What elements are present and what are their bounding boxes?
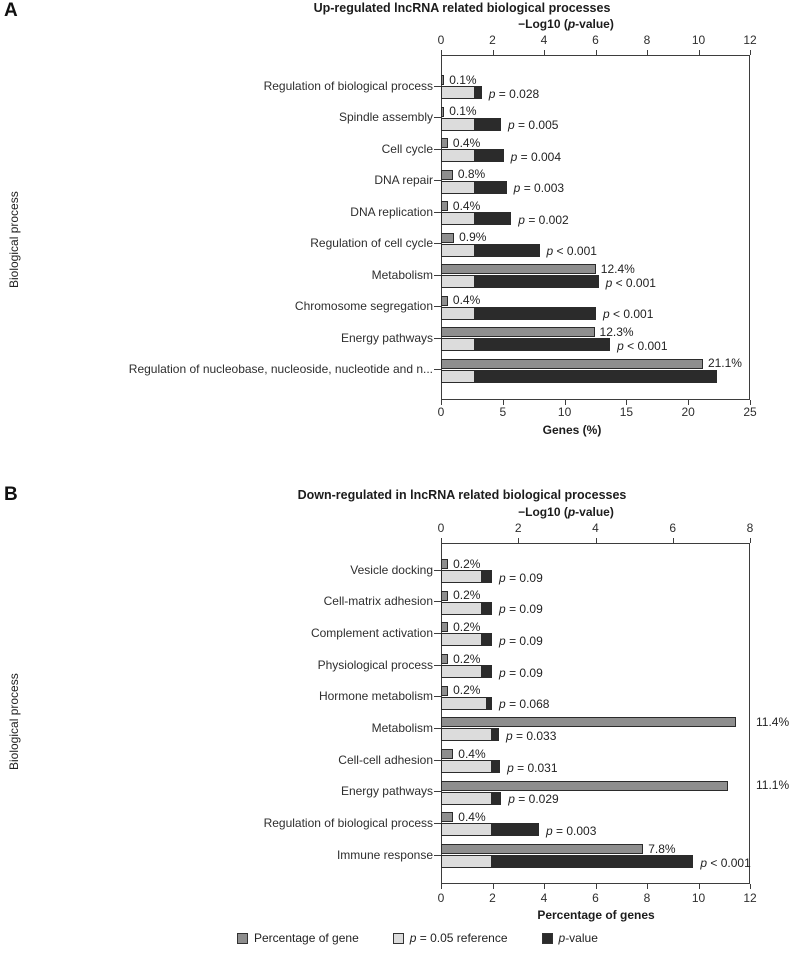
percentage-bar (441, 233, 454, 243)
pvalue-bar (474, 118, 501, 131)
bottom-axis-tick-label: 4 (540, 891, 548, 905)
percentage-value-label: 0.4% (452, 135, 481, 150)
percentage-value-label: 7.8% (648, 841, 676, 856)
reference-bar (441, 633, 482, 646)
category-label: Energy pathways (340, 330, 433, 345)
percentage-value-label: 12.4% (600, 261, 635, 276)
percentage-bar (441, 781, 728, 791)
reference-bar (441, 855, 492, 868)
percentage-value-label: 0.2% (453, 619, 481, 634)
pvalue-label: p = 0.033 (505, 728, 557, 743)
top-axis-tick (750, 538, 751, 543)
category-tick (434, 338, 441, 339)
panel-a-title: Up-regulated lncRNA related biological processes (313, 1, 611, 15)
percentage-bar (441, 138, 448, 148)
percentage-bar (441, 170, 453, 180)
percentage-bar (441, 296, 448, 306)
category-label: Regulation of biological process (263, 78, 433, 93)
category-tick (434, 86, 441, 87)
percentage-bar (441, 654, 448, 664)
bottom-axis-tick-label: 0 (437, 891, 445, 905)
category-tick (434, 243, 441, 244)
pvalue-bar (474, 307, 596, 320)
legend-swatch (237, 933, 248, 944)
category-tick (434, 665, 441, 666)
pvalue-label: p = 0.028 (488, 86, 540, 101)
top-axis-tick (699, 50, 700, 55)
bottom-axis-tick (699, 884, 700, 889)
bottom-axis-tick-label: 8 (643, 891, 651, 905)
top-axis-tick-label: 10 (691, 33, 706, 47)
pvalue-bar (486, 697, 492, 710)
category-label: Regulation of cell cycle (310, 236, 433, 250)
percentage-bar (441, 107, 444, 117)
reference-bar (441, 370, 475, 383)
percentage-value-label: 0.4% (452, 198, 481, 213)
pvalue-label: p < 0.001 (605, 275, 656, 290)
pvalue-bar (474, 275, 598, 288)
category-label: Cell cycle (381, 141, 433, 156)
pvalue-label: p < 0.001 (700, 855, 751, 870)
top-axis-tick-label: 0 (437, 521, 445, 535)
pvalue-bar (491, 823, 539, 836)
category-label: Physiological process (317, 657, 433, 672)
pvalue-label: p < 0.001 (617, 338, 668, 353)
top-axis-tick (493, 50, 494, 55)
category-label: DNA replication (350, 204, 433, 219)
top-axis-tick (518, 538, 519, 543)
top-axis-tick-label: 6 (669, 521, 677, 535)
top-axis-tick-label: 8 (746, 521, 754, 535)
category-tick (434, 823, 441, 824)
top-axis-tick-label: 4 (540, 33, 548, 47)
bottom-axis-tick-label: 10 (557, 405, 572, 419)
category-label: DNA repair (374, 173, 433, 187)
legend-item (393, 931, 508, 945)
category-tick (434, 601, 441, 602)
percentage-value-label: 0.1% (449, 104, 477, 118)
reference-bar (441, 181, 475, 194)
pvalue-label: p = 0.031 (507, 760, 558, 775)
category-tick (434, 728, 441, 729)
bottom-axis-tick-label: 6 (592, 891, 599, 905)
category-label: Regulation of nucleobase, nucleoside, nucleotide and n... (128, 362, 433, 376)
panel-a-y-axis-label: Biological process (7, 191, 21, 288)
reference-bar (441, 212, 475, 225)
bottom-axis-tick (596, 884, 597, 889)
category-label: Energy pathways (340, 784, 433, 799)
bottom-axis-tick-label: 2 (489, 891, 496, 905)
reference-bar (441, 792, 492, 805)
top-axis-tick (441, 538, 442, 543)
panel-b-letter: B (4, 484, 18, 505)
pvalue-label: p = 0.005 (508, 118, 559, 132)
bottom-axis-tick (647, 884, 648, 889)
percentage-bar (441, 622, 448, 632)
percentage-bar (441, 75, 444, 85)
percentage-value-label: 0.2% (453, 588, 481, 603)
bottom-axis-tick-label: 0 (437, 405, 445, 419)
category-label: Vesicle docking (350, 562, 433, 577)
legend-swatch (542, 933, 553, 944)
category-tick (434, 696, 441, 697)
chart-legend (237, 931, 598, 945)
percentage-value-label: 0.4% (458, 809, 486, 824)
pvalue-bar (474, 244, 539, 257)
pvalue-bar (481, 570, 492, 583)
bottom-axis-tick (441, 884, 442, 889)
panel-b-bottom-axis-label: Percentage of genes (537, 908, 655, 922)
percentage-bar (441, 327, 595, 337)
percentage-value-label: 0.2% (453, 683, 481, 698)
pvalue-bar (474, 181, 506, 194)
top-axis-tick (596, 538, 597, 543)
pvalue-label: p = 0.003 (513, 181, 565, 195)
legend-item (237, 931, 359, 945)
pvalue-label: p = 0.004 (510, 149, 561, 164)
category-label: Complement activation (310, 625, 433, 640)
category-tick (434, 760, 441, 761)
top-axis-tick-label: 0 (437, 33, 445, 47)
pvalue-label: p = 0.09 (499, 633, 543, 648)
percentage-bar (441, 359, 703, 369)
top-axis-tick-label: 12 (743, 33, 757, 47)
category-label: Chromosome segregation (294, 299, 433, 313)
category-label: Cell-cell adhesion (338, 752, 433, 767)
bottom-axis-tick-label: 12 (743, 891, 757, 905)
reference-bar (441, 728, 492, 741)
category-tick (434, 306, 441, 307)
reference-bar (441, 823, 492, 836)
top-axis-tick-label: 4 (592, 521, 599, 535)
top-axis-tick-label: 6 (592, 33, 599, 47)
pvalue-bar (481, 633, 492, 646)
category-label: Cell-matrix adhesion (323, 594, 433, 609)
panel-b-title: Down-regulated in lncRNA related biological processes (297, 488, 627, 502)
panel-b-y-axis-label: Biological process (7, 673, 21, 770)
reference-bar (441, 760, 492, 773)
category-tick (434, 369, 441, 370)
reference-bar (441, 118, 475, 131)
top-axis-tick (647, 50, 648, 55)
percentage-value-label: 11.1% (756, 778, 790, 793)
pvalue-bar (491, 855, 693, 868)
pvalue-label: p = 0.002 (518, 212, 569, 227)
reference-bar (441, 570, 482, 583)
pvalue-bar (474, 338, 610, 351)
percentage-value-label: 0.1% (449, 72, 477, 87)
panel-a-top-axis-label: −Log10 (p-value) (518, 17, 614, 31)
reference-bar (441, 307, 475, 320)
reference-bar (441, 602, 482, 615)
percentage-bar (441, 591, 448, 601)
top-axis-tick-label: 2 (489, 33, 496, 47)
legend-label: p = 0.05 reference (409, 931, 508, 945)
pvalue-label: p = 0.09 (499, 602, 543, 617)
bottom-axis-tick-label: 15 (619, 405, 634, 419)
pvalue-label: p = 0.068 (499, 697, 550, 712)
pvalue-bar (491, 760, 500, 773)
reference-bar (441, 338, 475, 351)
pvalue-label: p = 0.003 (546, 823, 597, 838)
panel-a-letter: A (4, 0, 18, 21)
pvalue-bar (491, 728, 499, 741)
panel-b-top-axis-label: −Log10 (p-value) (518, 505, 614, 519)
category-label: Immune response (336, 847, 433, 862)
percentage-value-label: 0.2% (453, 556, 481, 571)
percentage-bar (441, 812, 453, 822)
percentage-value-label: 0.8% (457, 167, 486, 181)
pvalue-bar (481, 602, 492, 615)
pvalue-label: p < 0.001 (603, 307, 654, 321)
percentage-bar (441, 717, 736, 727)
bottom-axis-tick (493, 884, 494, 889)
percentage-bar (441, 559, 448, 569)
percentage-bar (441, 844, 643, 854)
category-tick (434, 570, 441, 571)
reference-bar (441, 149, 475, 162)
category-tick (434, 791, 441, 792)
pvalue-bar (491, 792, 501, 805)
reference-bar (441, 244, 475, 257)
pvalue-label: p = 0.09 (499, 570, 543, 585)
category-label: Regulation of biological process (263, 815, 433, 830)
percentage-value-label: 0.4% (452, 293, 481, 307)
top-axis-tick (441, 50, 442, 55)
category-tick (434, 149, 441, 150)
percentage-bar (441, 264, 596, 274)
percentage-value-label: 0.4% (458, 746, 486, 761)
percentage-value-label: 0.2% (453, 651, 481, 666)
pvalue-label: p = 0.029 (508, 792, 559, 807)
top-axis-tick (750, 50, 751, 55)
reference-bar (441, 86, 475, 99)
legend-item (542, 931, 598, 945)
percentage-value-label: 0.9% (459, 230, 487, 244)
legend-swatch (393, 933, 404, 944)
legend-label: p-value (558, 931, 598, 945)
top-axis-tick-label: 8 (643, 33, 651, 47)
bottom-axis-tick-label: 10 (691, 891, 706, 905)
percentage-value-label: 11.4% (756, 714, 790, 729)
bottom-axis-tick-label: 5 (499, 405, 507, 419)
percentage-value-label: 12.3% (599, 324, 634, 339)
pvalue-label: p = 0.09 (499, 665, 543, 680)
pvalue-bar (481, 665, 492, 678)
pvalue-bar (474, 212, 511, 225)
legend-label: Percentage of gene (254, 931, 359, 945)
category-tick (434, 180, 441, 181)
pvalue-label: p < 0.001 (546, 244, 597, 258)
reference-bar (441, 697, 487, 710)
top-axis-tick (673, 538, 674, 543)
category-label: Metabolism (371, 720, 433, 735)
pvalue-bar (474, 86, 481, 99)
top-axis-tick-label: 2 (514, 521, 522, 535)
percentage-value-label: 21.1% (707, 356, 742, 370)
reference-bar (441, 665, 482, 678)
category-tick (434, 633, 441, 634)
category-tick (434, 212, 441, 213)
category-label: Metabolism (371, 267, 433, 282)
reference-bar (441, 275, 475, 288)
bottom-axis-tick-label: 20 (681, 405, 695, 419)
bottom-axis-tick (544, 884, 545, 889)
category-label: Hormone metabolism (318, 689, 433, 704)
category-label: Spindle assembly (338, 110, 433, 124)
percentage-bar (441, 201, 448, 211)
panel-a-bottom-axis-label: Genes (%) (542, 423, 602, 437)
percentage-bar (441, 749, 453, 759)
pvalue-bar (474, 370, 716, 383)
category-tick (434, 855, 441, 856)
percentage-bar (441, 686, 448, 696)
bottom-axis-tick (750, 884, 751, 889)
category-tick (434, 117, 441, 118)
pvalue-bar (474, 149, 503, 162)
category-tick (434, 275, 441, 276)
top-axis-tick (596, 50, 597, 55)
bottom-axis-tick-label: 25 (743, 405, 757, 419)
top-axis-tick (544, 50, 545, 55)
